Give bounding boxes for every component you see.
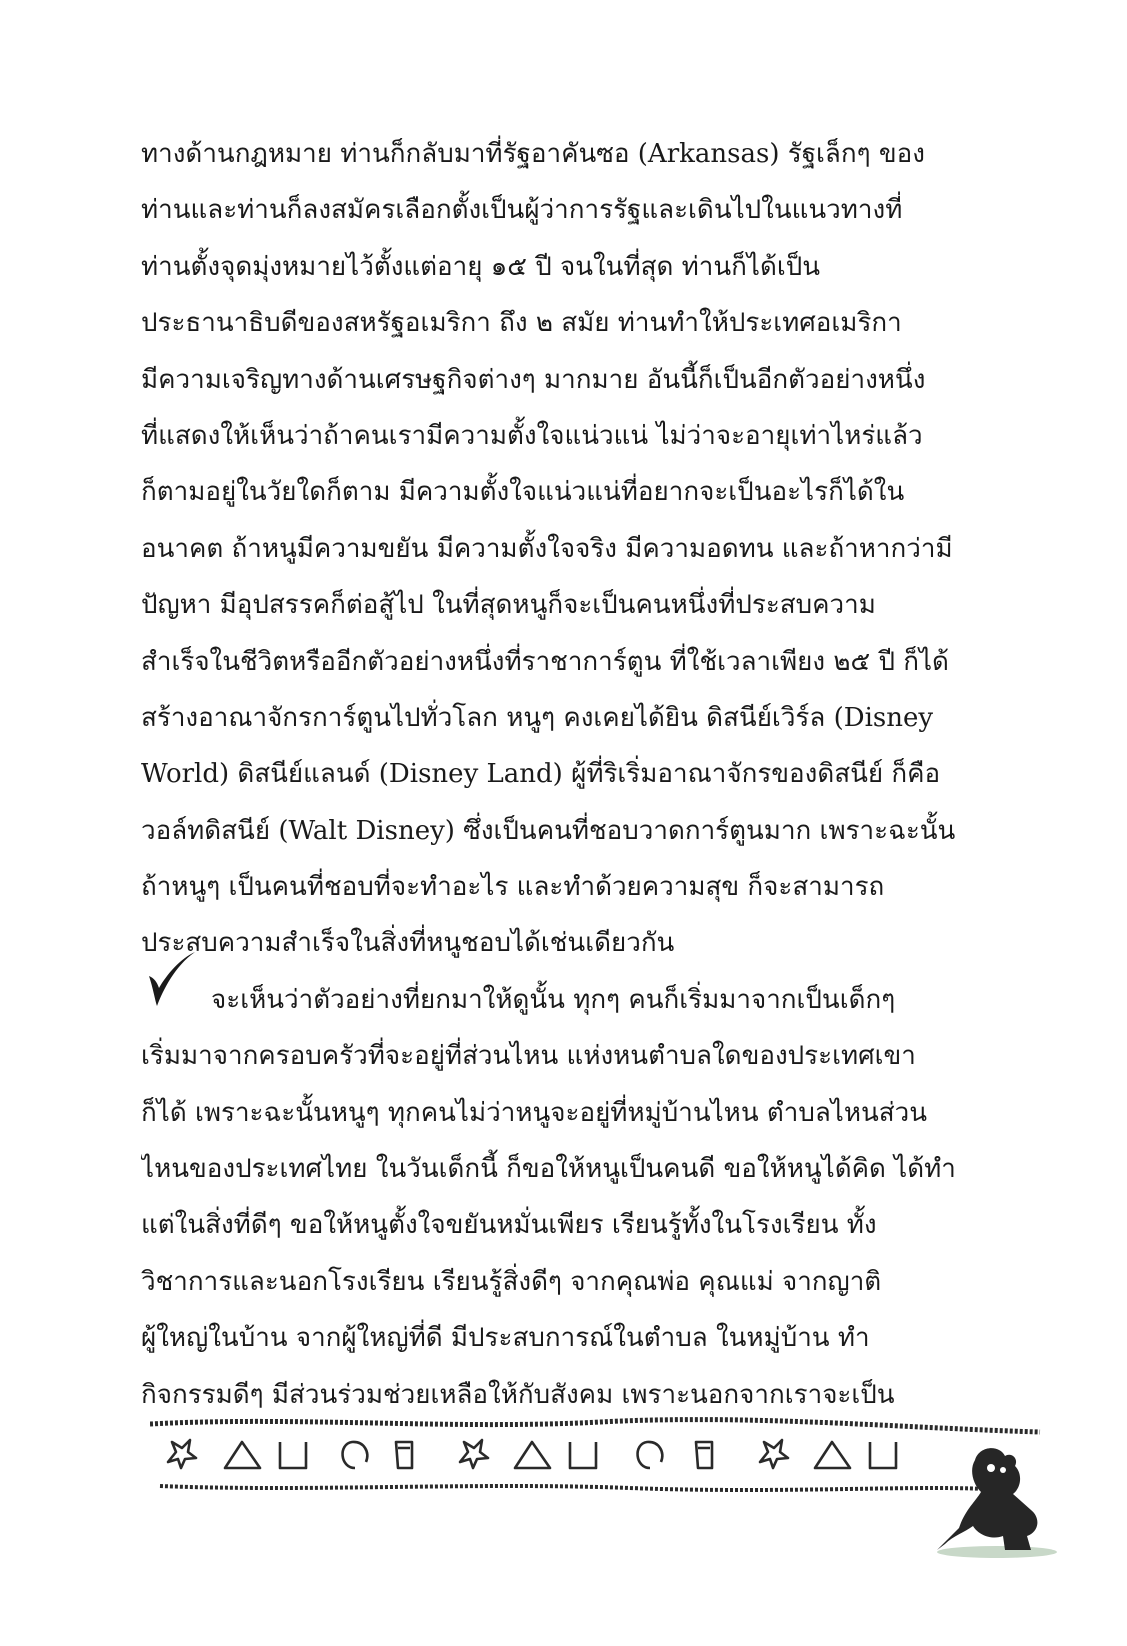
text-line: ก็ตามอยู่ในวัยใดก็ตาม มีความตั้งใจแน่วแน่ที่อยากจะเป็นอะไรก็ได้ใน	[141, 477, 905, 508]
circle-icon	[343, 1442, 368, 1468]
triangle-icon	[225, 1442, 260, 1468]
circle-icon	[638, 1442, 663, 1468]
text-line: ผู้ใหญ่ในบ้าน จากผู้ใหญ่ที่ดี มีประสบการณ์ในตำบล ในหมู่บ้าน ทำ	[141, 1323, 870, 1354]
square-icon	[280, 1442, 306, 1468]
text-line: อนาคต ถ้าหนูมีความขยัน มีความตั้งใจจริง มีความอดทน และถ้าหากว่ามี	[141, 533, 953, 564]
text-line: เริ่มมาจากครอบครัวที่จะอยู่ที่ส่วนไหน แห่งหนตำบลใดของประเทศเขา	[141, 1041, 916, 1072]
text-line: ทางด้านกฎหมาย ท่านก็กลับมาที่รัฐอาคันซอ (Arkansas) รัฐเล็กๆ ของ	[141, 139, 925, 169]
glyph-icon	[696, 1442, 712, 1468]
text-line: แต่ในสิ่งที่ดีๆ ขอให้หนูตั้งใจขยันหมั่นเพียร เรียนรู้ทั้งในโรงเรียน ทั้ง	[141, 1210, 877, 1241]
body-text	[141, 126, 981, 1423]
text-line: ก็ได้ เพราะฉะนั้นหนูๆ ทุกคนไม่ว่าหนูจะอยู่ที่หมู่บ้านไหน ตำบลไหนส่วน	[141, 1097, 928, 1128]
glyph-icon	[396, 1442, 412, 1468]
text-line: ปัญหา มีอุปสรรคก็ต่อสู้ไป ในที่สุดหนูก็จะเป็นคนหนึ่งที่ประสบความ	[141, 590, 876, 621]
text-line: ท่านและท่านก็ลงสมัครเลือกตั้งเป็นผู้ว่าการรัฐและเดินไปในแนวทางที่	[141, 195, 903, 226]
decorative-footer-border	[150, 1412, 1050, 1512]
text-line: ไหนของประเทศไทย ในวันเด็กนี้ ก็ขอให้หนูเป็นคนดี ขอให้หนูได้คิด ได้ทำ	[141, 1154, 956, 1185]
text-line: ประธานาธิบดีของสหรัฐอเมริกา ถึง ๒ สมัย ท่านทำให้ประเทศอเมริกา	[141, 308, 902, 339]
triangle-icon	[515, 1442, 550, 1468]
cartoon-character-icon	[935, 1440, 1065, 1560]
text-line: World) ดิสนีย์แลนด์ (Disney Land) ผู้ที่ริเริ่มอาณาจักรของดิสนีย์ ก็คือ	[141, 759, 941, 790]
star-icon	[460, 1440, 488, 1468]
text-line: ถ้าหนูๆ เป็นคนที่ชอบที่จะทำอะไร และทำด้วยความสุข ก็จะสามารถ	[141, 872, 885, 903]
checkmark-icon	[141, 946, 199, 1010]
text-line: สำเร็จในชีวิตหรืออีกตัวอย่างหนึ่งที่ราชาการ์ตูน ที่ใช้เวลาเพียง ๒๕ ปี ก็ได้	[141, 646, 949, 677]
text-line: กิจกรรมดีๆ มีส่วนร่วมช่วยเหลือให้กับสังคม เพราะนอกจากเราจะเป็น	[141, 1379, 895, 1410]
paragraph-start-line: จะเห็นว่าตัวอย่างที่ยกมาให้ดูนั้น ทุกๆ คนก็เริ่มมาจากเป็นเด็กๆ	[211, 984, 896, 1015]
text-line: วอล์ทดิสนีย์ (Walt Disney) ซึ่งเป็นคนที่ชอบวาดการ์ตูนมาก เพราะฉะนั้น	[141, 815, 956, 846]
text-line: สร้างอาณาจักรการ์ตูนไปทั่วโลก หนูๆ คงเคยได้ยิน ดิสนีย์เวิร์ล (Disney	[141, 702, 934, 733]
text-line: วิชาการและนอกโรงเรียน เรียนรู้สิ่งดีๆ จากคุณพ่อ คุณแม่ จากญาติ	[141, 1266, 882, 1297]
star-icon	[168, 1440, 196, 1468]
triangle-icon	[815, 1442, 850, 1468]
square-icon	[570, 1442, 596, 1468]
text-line: มีความเจริญทางด้านเศรษฐกิจต่างๆ มากมาย อันนี้ก็เป็นอีกตัวอย่างหนึ่ง	[141, 364, 926, 395]
star-icon	[760, 1440, 788, 1468]
square-icon	[870, 1442, 896, 1468]
text-line: ประสบความสำเร็จในสิ่งที่หนูชอบได้เช่นเดียวกัน	[141, 928, 675, 959]
text-line: ท่านตั้งจุดมุ่งหมายไว้ตั้งแต่อายุ ๑๕ ปี จนในที่สุด ท่านก็ได้เป็น	[141, 251, 820, 282]
text-line: ที่แสดงให้เห็นว่าถ้าคนเรามีความตั้งใจแน่วแน่ ไม่ว่าจะอายุเท่าไหร่แล้ว	[141, 420, 923, 451]
